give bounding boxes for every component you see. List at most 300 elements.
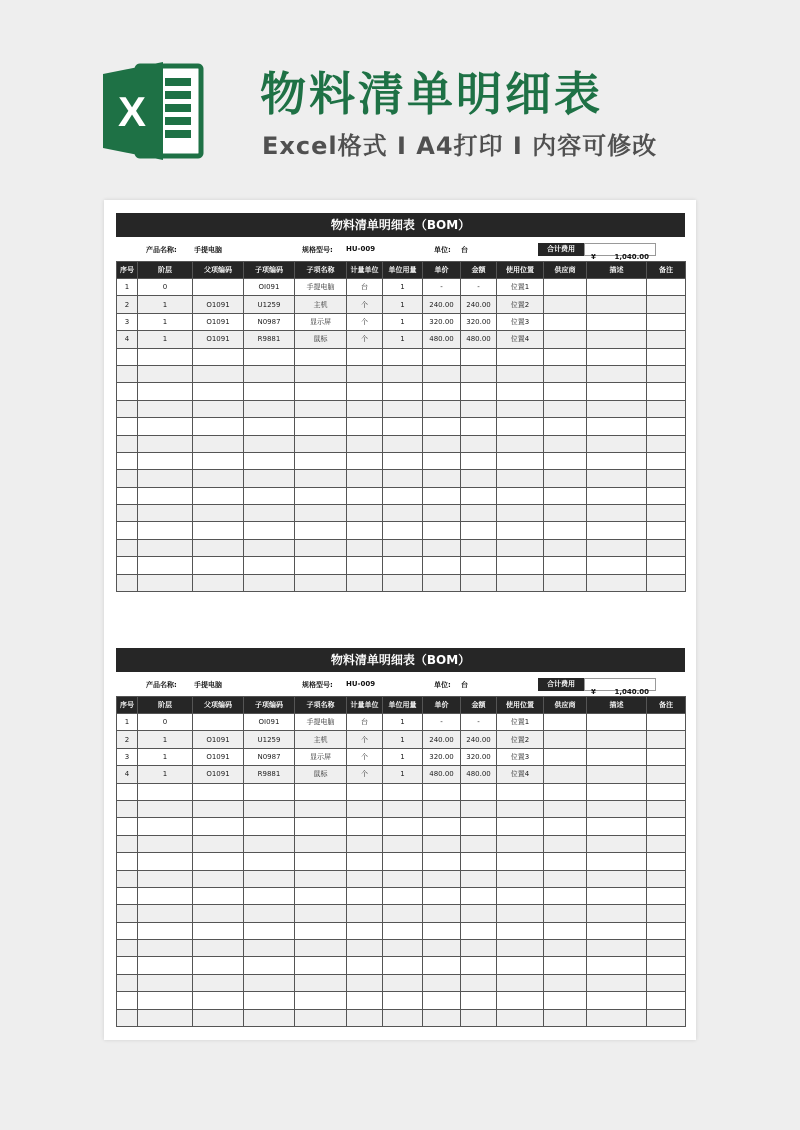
empty-cell[interactable] xyxy=(295,365,347,382)
empty-cell[interactable] xyxy=(347,452,383,469)
empty-cell[interactable] xyxy=(544,418,587,435)
table-cell[interactable]: 1 xyxy=(138,296,193,313)
empty-cell[interactable] xyxy=(461,992,497,1009)
empty-cell[interactable] xyxy=(295,522,347,539)
empty-cell[interactable] xyxy=(138,992,193,1009)
empty-cell[interactable] xyxy=(138,487,193,504)
table-cell[interactable]: U1259 xyxy=(244,296,295,313)
empty-cell[interactable] xyxy=(497,887,544,904)
empty-cell[interactable] xyxy=(423,974,461,991)
empty-cell[interactable] xyxy=(587,818,647,835)
empty-cell[interactable] xyxy=(138,470,193,487)
empty-cell[interactable] xyxy=(138,383,193,400)
empty-cell[interactable] xyxy=(193,835,244,852)
empty-cell[interactable] xyxy=(347,905,383,922)
empty-cell[interactable] xyxy=(544,1009,587,1026)
empty-cell[interactable] xyxy=(295,557,347,574)
empty-cell[interactable] xyxy=(117,522,138,539)
empty-cell[interactable] xyxy=(497,783,544,800)
empty-cell[interactable] xyxy=(544,974,587,991)
empty-cell[interactable] xyxy=(647,487,686,504)
empty-cell[interactable] xyxy=(587,557,647,574)
empty-cell[interactable] xyxy=(544,992,587,1009)
table-cell[interactable] xyxy=(587,731,647,748)
table-cell[interactable]: 主机 xyxy=(295,731,347,748)
empty-cell[interactable] xyxy=(138,1009,193,1026)
empty-cell[interactable] xyxy=(497,522,544,539)
table-cell[interactable] xyxy=(587,766,647,783)
empty-cell[interactable] xyxy=(461,383,497,400)
empty-cell[interactable] xyxy=(138,853,193,870)
empty-cell[interactable] xyxy=(244,835,295,852)
empty-cell[interactable] xyxy=(647,522,686,539)
empty-cell[interactable] xyxy=(647,905,686,922)
empty-cell[interactable] xyxy=(117,853,138,870)
empty-cell[interactable] xyxy=(244,557,295,574)
empty-cell[interactable] xyxy=(461,505,497,522)
empty-cell[interactable] xyxy=(295,992,347,1009)
empty-cell[interactable] xyxy=(295,435,347,452)
table-cell[interactable]: 480.00 xyxy=(461,331,497,348)
empty-cell[interactable] xyxy=(587,574,647,591)
table-cell[interactable]: O1091 xyxy=(193,748,244,765)
empty-cell[interactable] xyxy=(138,418,193,435)
empty-cell[interactable] xyxy=(423,1009,461,1026)
empty-cell[interactable] xyxy=(497,957,544,974)
empty-cell[interactable] xyxy=(117,870,138,887)
empty-cell[interactable] xyxy=(117,365,138,382)
model-value[interactable]: HU-009 xyxy=(346,680,376,688)
empty-cell[interactable] xyxy=(497,574,544,591)
empty-cell[interactable] xyxy=(497,435,544,452)
table-cell[interactable] xyxy=(544,731,587,748)
empty-cell[interactable] xyxy=(244,922,295,939)
table-cell[interactable] xyxy=(193,279,244,296)
table-cell[interactable]: 鼠标 xyxy=(295,331,347,348)
empty-cell[interactable] xyxy=(244,435,295,452)
table-cell[interactable]: 1 xyxy=(383,313,423,330)
empty-cell[interactable] xyxy=(383,870,423,887)
empty-cell[interactable] xyxy=(647,418,686,435)
empty-cell[interactable] xyxy=(423,992,461,1009)
empty-cell[interactable] xyxy=(423,957,461,974)
empty-cell[interactable] xyxy=(497,470,544,487)
empty-cell[interactable] xyxy=(383,783,423,800)
empty-cell[interactable] xyxy=(244,870,295,887)
empty-cell[interactable] xyxy=(461,835,497,852)
empty-cell[interactable] xyxy=(647,783,686,800)
table-cell[interactable]: 1 xyxy=(138,766,193,783)
empty-cell[interactable] xyxy=(544,853,587,870)
table-cell[interactable]: - xyxy=(461,714,497,731)
empty-cell[interactable] xyxy=(193,383,244,400)
empty-cell[interactable] xyxy=(383,940,423,957)
empty-cell[interactable] xyxy=(461,1009,497,1026)
empty-cell[interactable] xyxy=(383,505,423,522)
empty-cell[interactable] xyxy=(497,922,544,939)
empty-cell[interactable] xyxy=(383,557,423,574)
table-cell[interactable]: 位置2 xyxy=(497,731,544,748)
empty-cell[interactable] xyxy=(193,505,244,522)
empty-cell[interactable] xyxy=(647,887,686,904)
empty-cell[interactable] xyxy=(117,1009,138,1026)
empty-cell[interactable] xyxy=(117,992,138,1009)
table-cell[interactable]: 1 xyxy=(383,731,423,748)
table-cell[interactable]: 位置3 xyxy=(497,313,544,330)
empty-cell[interactable] xyxy=(544,957,587,974)
table-cell[interactable]: 1 xyxy=(383,766,423,783)
empty-cell[interactable] xyxy=(587,887,647,904)
empty-cell[interactable] xyxy=(193,940,244,957)
empty-cell[interactable] xyxy=(461,365,497,382)
table-cell[interactable]: O1091 xyxy=(193,766,244,783)
table-cell[interactable]: 1 xyxy=(138,331,193,348)
table-cell[interactable]: 1 xyxy=(383,279,423,296)
empty-cell[interactable] xyxy=(461,348,497,365)
empty-cell[interactable] xyxy=(117,505,138,522)
empty-cell[interactable] xyxy=(193,887,244,904)
empty-cell[interactable] xyxy=(193,539,244,556)
empty-cell[interactable] xyxy=(383,800,423,817)
table-cell[interactable] xyxy=(647,279,686,296)
empty-cell[interactable] xyxy=(117,818,138,835)
table-cell[interactable]: 显示屏 xyxy=(295,313,347,330)
empty-cell[interactable] xyxy=(423,452,461,469)
empty-cell[interactable] xyxy=(193,800,244,817)
table-cell[interactable] xyxy=(647,331,686,348)
empty-cell[interactable] xyxy=(497,418,544,435)
table-cell[interactable]: 个 xyxy=(347,748,383,765)
table-cell[interactable]: OI091 xyxy=(244,714,295,731)
table-cell[interactable]: 1 xyxy=(138,731,193,748)
empty-cell[interactable] xyxy=(193,487,244,504)
table-cell[interactable] xyxy=(647,313,686,330)
empty-cell[interactable] xyxy=(544,940,587,957)
empty-cell[interactable] xyxy=(383,818,423,835)
empty-cell[interactable] xyxy=(544,522,587,539)
empty-cell[interactable] xyxy=(193,1009,244,1026)
empty-cell[interactable] xyxy=(295,348,347,365)
empty-cell[interactable] xyxy=(647,470,686,487)
table-cell[interactable]: 240.00 xyxy=(423,296,461,313)
empty-cell[interactable] xyxy=(117,922,138,939)
empty-cell[interactable] xyxy=(244,348,295,365)
table-cell[interactable]: 1 xyxy=(117,714,138,731)
empty-cell[interactable] xyxy=(193,905,244,922)
table-cell[interactable]: 3 xyxy=(117,313,138,330)
empty-cell[interactable] xyxy=(295,905,347,922)
empty-cell[interactable] xyxy=(461,470,497,487)
table-cell[interactable]: 位置4 xyxy=(497,331,544,348)
table-cell[interactable]: 主机 xyxy=(295,296,347,313)
empty-cell[interactable] xyxy=(138,974,193,991)
empty-cell[interactable] xyxy=(138,835,193,852)
empty-cell[interactable] xyxy=(117,383,138,400)
product-name-value[interactable]: 手提电脑 xyxy=(194,246,222,254)
table-cell[interactable]: O1091 xyxy=(193,731,244,748)
empty-cell[interactable] xyxy=(383,992,423,1009)
empty-cell[interactable] xyxy=(461,818,497,835)
table-cell[interactable]: 手提电脑 xyxy=(295,279,347,296)
empty-cell[interactable] xyxy=(295,922,347,939)
empty-cell[interactable] xyxy=(138,957,193,974)
empty-cell[interactable] xyxy=(647,557,686,574)
empty-cell[interactable] xyxy=(193,574,244,591)
empty-cell[interactable] xyxy=(423,887,461,904)
empty-cell[interactable] xyxy=(117,783,138,800)
empty-cell[interactable] xyxy=(587,1009,647,1026)
empty-cell[interactable] xyxy=(244,783,295,800)
empty-cell[interactable] xyxy=(138,365,193,382)
empty-cell[interactable] xyxy=(383,974,423,991)
table-cell[interactable]: N0987 xyxy=(244,313,295,330)
empty-cell[interactable] xyxy=(497,557,544,574)
table-cell[interactable]: 个 xyxy=(347,731,383,748)
empty-cell[interactable] xyxy=(383,348,423,365)
empty-cell[interactable] xyxy=(383,887,423,904)
empty-cell[interactable] xyxy=(347,887,383,904)
empty-cell[interactable] xyxy=(587,435,647,452)
table-cell[interactable] xyxy=(587,748,647,765)
empty-cell[interactable] xyxy=(244,887,295,904)
empty-cell[interactable] xyxy=(117,574,138,591)
empty-cell[interactable] xyxy=(497,940,544,957)
empty-cell[interactable] xyxy=(423,470,461,487)
empty-cell[interactable] xyxy=(347,992,383,1009)
empty-cell[interactable] xyxy=(423,365,461,382)
empty-cell[interactable] xyxy=(347,940,383,957)
empty-cell[interactable] xyxy=(587,905,647,922)
table-cell[interactable]: 个 xyxy=(347,296,383,313)
empty-cell[interactable] xyxy=(383,1009,423,1026)
empty-cell[interactable] xyxy=(244,505,295,522)
empty-cell[interactable] xyxy=(383,574,423,591)
empty-cell[interactable] xyxy=(383,418,423,435)
empty-cell[interactable] xyxy=(347,557,383,574)
empty-cell[interactable] xyxy=(383,539,423,556)
empty-cell[interactable] xyxy=(383,452,423,469)
empty-cell[interactable] xyxy=(497,487,544,504)
empty-cell[interactable] xyxy=(461,800,497,817)
empty-cell[interactable] xyxy=(347,470,383,487)
empty-cell[interactable] xyxy=(461,557,497,574)
empty-cell[interactable] xyxy=(647,452,686,469)
table-cell[interactable]: 320.00 xyxy=(461,748,497,765)
table-cell[interactable]: 个 xyxy=(347,331,383,348)
model-value[interactable]: HU-009 xyxy=(346,245,376,253)
empty-cell[interactable] xyxy=(544,922,587,939)
empty-cell[interactable] xyxy=(383,365,423,382)
table-cell[interactable] xyxy=(647,714,686,731)
empty-cell[interactable] xyxy=(647,835,686,852)
table-cell[interactable]: 2 xyxy=(117,731,138,748)
empty-cell[interactable] xyxy=(423,539,461,556)
table-cell[interactable]: 4 xyxy=(117,766,138,783)
table-cell[interactable]: 320.00 xyxy=(423,748,461,765)
empty-cell[interactable] xyxy=(295,418,347,435)
empty-cell[interactable] xyxy=(497,365,544,382)
empty-cell[interactable] xyxy=(383,400,423,417)
empty-cell[interactable] xyxy=(117,348,138,365)
table-cell[interactable]: 1 xyxy=(138,748,193,765)
empty-cell[interactable] xyxy=(193,400,244,417)
empty-cell[interactable] xyxy=(587,992,647,1009)
empty-cell[interactable] xyxy=(423,348,461,365)
empty-cell[interactable] xyxy=(647,365,686,382)
empty-cell[interactable] xyxy=(244,383,295,400)
empty-cell[interactable] xyxy=(423,818,461,835)
empty-cell[interactable] xyxy=(295,835,347,852)
empty-cell[interactable] xyxy=(544,452,587,469)
table-cell[interactable]: 320.00 xyxy=(461,313,497,330)
empty-cell[interactable] xyxy=(117,957,138,974)
empty-cell[interactable] xyxy=(244,1009,295,1026)
empty-cell[interactable] xyxy=(423,435,461,452)
empty-cell[interactable] xyxy=(461,853,497,870)
empty-cell[interactable] xyxy=(138,922,193,939)
empty-cell[interactable] xyxy=(544,870,587,887)
table-cell[interactable]: O1091 xyxy=(193,313,244,330)
empty-cell[interactable] xyxy=(497,974,544,991)
table-cell[interactable]: 2 xyxy=(117,296,138,313)
table-cell[interactable]: 位置1 xyxy=(497,279,544,296)
empty-cell[interactable] xyxy=(193,470,244,487)
empty-cell[interactable] xyxy=(461,887,497,904)
empty-cell[interactable] xyxy=(117,887,138,904)
empty-cell[interactable] xyxy=(138,574,193,591)
empty-cell[interactable] xyxy=(347,957,383,974)
empty-cell[interactable] xyxy=(117,418,138,435)
table-cell[interactable] xyxy=(587,313,647,330)
empty-cell[interactable] xyxy=(423,557,461,574)
empty-cell[interactable] xyxy=(295,887,347,904)
empty-cell[interactable] xyxy=(423,522,461,539)
table-cell[interactable]: 位置3 xyxy=(497,748,544,765)
empty-cell[interactable] xyxy=(383,487,423,504)
empty-cell[interactable] xyxy=(647,957,686,974)
empty-cell[interactable] xyxy=(647,400,686,417)
empty-cell[interactable] xyxy=(244,992,295,1009)
empty-cell[interactable] xyxy=(347,974,383,991)
empty-cell[interactable] xyxy=(587,383,647,400)
empty-cell[interactable] xyxy=(544,487,587,504)
empty-cell[interactable] xyxy=(295,853,347,870)
empty-cell[interactable] xyxy=(587,922,647,939)
empty-cell[interactable] xyxy=(347,435,383,452)
empty-cell[interactable] xyxy=(497,539,544,556)
empty-cell[interactable] xyxy=(347,922,383,939)
table-cell[interactable] xyxy=(544,714,587,731)
empty-cell[interactable] xyxy=(423,574,461,591)
empty-cell[interactable] xyxy=(497,905,544,922)
empty-cell[interactable] xyxy=(497,818,544,835)
empty-cell[interactable] xyxy=(295,539,347,556)
empty-cell[interactable] xyxy=(117,800,138,817)
table-cell[interactable]: OI091 xyxy=(244,279,295,296)
table-cell[interactable] xyxy=(587,331,647,348)
empty-cell[interactable] xyxy=(295,505,347,522)
empty-cell[interactable] xyxy=(347,348,383,365)
empty-cell[interactable] xyxy=(461,435,497,452)
empty-cell[interactable] xyxy=(587,470,647,487)
empty-cell[interactable] xyxy=(423,940,461,957)
empty-cell[interactable] xyxy=(244,818,295,835)
table-cell[interactable]: 240.00 xyxy=(461,296,497,313)
empty-cell[interactable] xyxy=(587,365,647,382)
table-cell[interactable]: N0987 xyxy=(244,748,295,765)
total-cost-box[interactable] xyxy=(584,678,656,696)
table-cell[interactable] xyxy=(647,766,686,783)
empty-cell[interactable] xyxy=(587,783,647,800)
empty-cell[interactable] xyxy=(423,400,461,417)
empty-cell[interactable] xyxy=(383,922,423,939)
empty-cell[interactable] xyxy=(544,435,587,452)
empty-cell[interactable] xyxy=(193,418,244,435)
empty-cell[interactable] xyxy=(587,853,647,870)
empty-cell[interactable] xyxy=(295,574,347,591)
table-cell[interactable]: 4 xyxy=(117,331,138,348)
empty-cell[interactable] xyxy=(544,783,587,800)
empty-cell[interactable] xyxy=(244,974,295,991)
table-cell[interactable]: 个 xyxy=(347,766,383,783)
empty-cell[interactable] xyxy=(461,783,497,800)
empty-cell[interactable] xyxy=(117,974,138,991)
empty-cell[interactable] xyxy=(647,383,686,400)
empty-cell[interactable] xyxy=(423,487,461,504)
empty-cell[interactable] xyxy=(295,452,347,469)
empty-cell[interactable] xyxy=(138,400,193,417)
empty-cell[interactable] xyxy=(244,418,295,435)
table-cell[interactable] xyxy=(587,296,647,313)
empty-cell[interactable] xyxy=(461,487,497,504)
empty-cell[interactable] xyxy=(423,383,461,400)
empty-cell[interactable] xyxy=(544,887,587,904)
empty-cell[interactable] xyxy=(647,539,686,556)
empty-cell[interactable] xyxy=(138,870,193,887)
unit-value[interactable]: 台 xyxy=(461,246,468,254)
empty-cell[interactable] xyxy=(138,887,193,904)
empty-cell[interactable] xyxy=(244,957,295,974)
empty-cell[interactable] xyxy=(193,922,244,939)
empty-cell[interactable] xyxy=(295,487,347,504)
empty-cell[interactable] xyxy=(244,905,295,922)
empty-cell[interactable] xyxy=(647,818,686,835)
empty-cell[interactable] xyxy=(138,435,193,452)
empty-cell[interactable] xyxy=(383,905,423,922)
empty-cell[interactable] xyxy=(497,853,544,870)
empty-cell[interactable] xyxy=(193,818,244,835)
table-cell[interactable]: 1 xyxy=(138,313,193,330)
empty-cell[interactable] xyxy=(423,783,461,800)
empty-cell[interactable] xyxy=(497,400,544,417)
empty-cell[interactable] xyxy=(423,418,461,435)
empty-cell[interactable] xyxy=(295,383,347,400)
empty-cell[interactable] xyxy=(295,400,347,417)
empty-cell[interactable] xyxy=(423,853,461,870)
empty-cell[interactable] xyxy=(647,992,686,1009)
empty-cell[interactable] xyxy=(587,522,647,539)
empty-cell[interactable] xyxy=(193,957,244,974)
empty-cell[interactable] xyxy=(193,783,244,800)
table-cell[interactable]: 240.00 xyxy=(461,731,497,748)
empty-cell[interactable] xyxy=(587,348,647,365)
empty-cell[interactable] xyxy=(295,783,347,800)
empty-cell[interactable] xyxy=(423,835,461,852)
empty-cell[interactable] xyxy=(244,574,295,591)
empty-cell[interactable] xyxy=(295,870,347,887)
table-cell[interactable] xyxy=(544,766,587,783)
table-cell[interactable]: U1259 xyxy=(244,731,295,748)
